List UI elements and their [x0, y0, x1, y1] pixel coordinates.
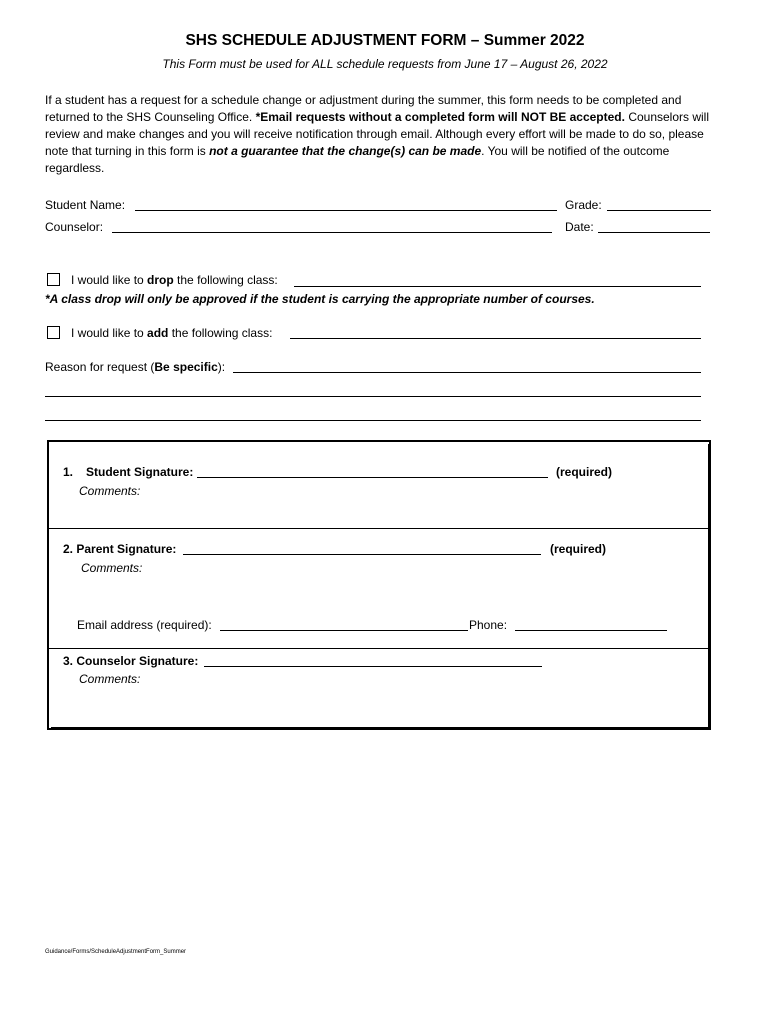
signature-box	[47, 440, 711, 730]
counselor-signature-field[interactable]	[204, 666, 542, 667]
parent-required-badge: (required)	[550, 542, 607, 556]
add-label-bold: add	[147, 326, 169, 340]
student-comments-label: Comments:	[79, 484, 141, 498]
counselor-signature-label: 3. Counselor Signature:	[63, 654, 199, 668]
date-field[interactable]	[598, 232, 710, 233]
intro-text-1: If a student has a request for a schedule change or adjustment during the summer, this form needs to be completed and returned to the SHS Counseling Office.	[45, 93, 682, 124]
page-title: SHS SCHEDULE ADJUSTMENT FORM – Summer 2022	[185, 32, 585, 49]
drop-checkbox[interactable]	[47, 273, 60, 286]
reason-label-bold: Be specific	[154, 360, 218, 374]
counselor-comments-label: Comments:	[79, 672, 141, 686]
grade-label: Grade:	[565, 198, 602, 212]
student-name-label: Student Name:	[45, 198, 126, 212]
grade-field[interactable]	[607, 210, 711, 211]
drop-note: *A class drop will only be approved if the student is carrying the appropriate number of courses.	[45, 292, 595, 306]
drop-label-pre: I would like to	[71, 273, 148, 287]
drop-label-bold: drop	[147, 273, 174, 287]
counselor-label: Counselor:	[45, 220, 104, 234]
footer-path: Guidance/Forms/ScheduleAdjustmentForm_Summer	[45, 949, 187, 955]
add-checkbox[interactable]	[47, 326, 60, 339]
email-label: Email address (required):	[77, 618, 212, 632]
drop-label	[71, 273, 278, 287]
add-label	[71, 326, 272, 340]
signature-box-shadow	[51, 444, 710, 729]
intro-email-warning: *Email requests without a completed form will NOT BE accepted.	[255, 110, 625, 124]
student-required-badge: (required)	[556, 465, 613, 479]
page-subtitle: This Form must be used for ALL schedule requests from June 17 – August 26, 2022	[162, 57, 608, 71]
date-label: Date:	[565, 220, 594, 234]
drop-label-post: the following class:	[173, 273, 278, 287]
student-name-field[interactable]	[135, 210, 557, 211]
intro-guarantee-note: not a guarantee that the change(s) can be made	[209, 144, 482, 158]
reason-field-line-2[interactable]	[45, 396, 701, 397]
add-label-pre: I would like to	[71, 326, 148, 340]
reason-field-line-3[interactable]	[45, 420, 701, 421]
reason-field-line-1[interactable]	[233, 372, 701, 373]
parent-comments-label: Comments:	[81, 561, 143, 575]
divider-2	[49, 648, 709, 649]
phone-label: Phone:	[469, 618, 508, 632]
phone-field[interactable]	[515, 630, 667, 631]
intro-paragraph	[45, 92, 717, 177]
intro-text-3: . You will be notified of the outcome regardless.	[45, 144, 670, 175]
student-signature-label: Student Signature:	[86, 465, 194, 479]
drop-class-field[interactable]	[294, 286, 701, 287]
reason-label-pre: Reason for request (	[45, 360, 155, 374]
parent-signature-field[interactable]	[183, 554, 541, 555]
parent-signature-label: 2. Parent Signature:	[63, 542, 177, 556]
intro-text-2: Counselors will review and make changes and you will receive notification through email. Although every effort will be made to do so, please note that turning in this form is	[45, 110, 710, 158]
reason-label	[45, 360, 225, 374]
student-sig-number: 1.	[63, 465, 74, 479]
reason-label-post: ):	[217, 360, 226, 374]
add-class-field[interactable]	[290, 338, 701, 339]
counselor-field[interactable]	[112, 232, 552, 233]
email-field[interactable]	[220, 630, 468, 631]
add-label-post: the following class:	[168, 326, 273, 340]
student-signature-field[interactable]	[197, 477, 548, 478]
divider-1	[49, 528, 709, 529]
